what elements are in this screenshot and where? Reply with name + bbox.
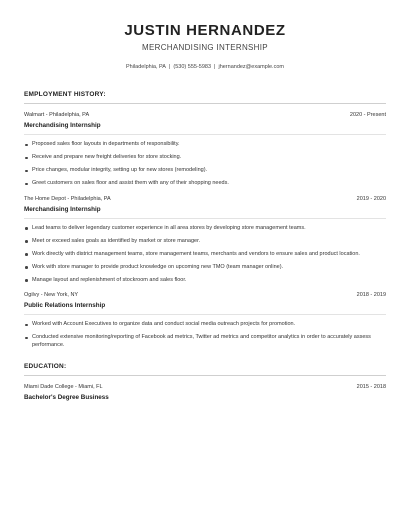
section-divider [24,103,386,104]
job-employer: Ogilvy - New York, NY [24,292,79,298]
entry-divider [24,134,386,135]
contact-line [24,63,386,71]
job-entry [24,291,386,349]
job-dates: 2019 - 2020 [356,195,386,202]
contact-location: Philadelphia, PA [126,64,166,70]
contact-separator: | [168,64,171,70]
job-role: Public Relations Internship [24,302,106,309]
job-bullets [24,321,386,349]
job-bullet: Meet or exceed sales goals as identified by market or store manager. [24,238,386,246]
entry-divider [24,218,386,219]
job-bullet: Proposed sales floor layouts in departments of responsibility. [24,141,386,149]
job-role: Merchandising Internship [24,205,101,213]
contact-phone: (530) 555-5983 [173,64,212,70]
education-degree: Bachelor's Degree Business [24,394,109,401]
education-school: Miami Dade College - Miami, FL [24,384,103,390]
candidate-name: JUSTIN HERNANDEZ [124,22,286,39]
job-bullets [24,141,386,188]
job-dates: 2020 - Present [349,112,386,118]
job-role: Merchandising Internship [24,122,101,129]
contact-separator: | [214,64,216,70]
job-bullets [24,225,386,285]
job-header [24,111,386,119]
contact-email: jhernandez@example.com [218,64,284,70]
employment-heading: EMPLOYMENT HISTORY: [24,91,106,98]
section-divider [24,375,386,376]
job-header [24,291,386,299]
entry-divider [24,314,386,315]
job-bullet: Work with store manager to provide product knowledge on upcoming new TMO (team manager online). [24,264,386,272]
job-dates: 2018 - 2019 [356,292,386,298]
job-bullet: Conducted extensive monitoring/reporting of Facebook ad metrics, Twitter ad metrics and competitor analytics in order to accurately assess performance. [24,334,386,349]
job-employer: Walmart - Philadelphia, PA [24,112,90,118]
job-bullet: Work directly with district management teams, store management teams, merchants and vendors to ensure sales and product location. [24,251,386,259]
education-dates: 2015 - 2018 [356,384,386,390]
resume-header [24,22,386,71]
education-heading: EDUCATION: [24,363,67,370]
job-bullet: Manage layout and replenishment of stockroom and sales floor. [24,277,386,285]
job-bullet: Receive and prepare new freight deliveries for store stocking. [24,154,386,162]
job-header [24,195,386,203]
job-bullet: Lead teams to deliver legendary customer experience in all area stores by developing store management teams. [24,225,386,233]
education-entry [24,383,386,402]
job-entry [24,195,386,285]
job-employer: The Home Depot - Philadelphia, PA [24,195,111,202]
job-bullet: Price changes, modular integrity, setting up for new stores (remodeling). [24,167,386,175]
job-bullet: Greet customers on sales floor and assist them with any of their shopping needs. [24,180,386,188]
job-bullet: Worked with Account Executives to organize data and conduct social media outreach projects for promotion. [24,321,386,329]
job-entry [24,111,386,188]
candidate-title: MERCHANDISING INTERNSHIP [142,43,268,52]
education-header [24,383,386,391]
